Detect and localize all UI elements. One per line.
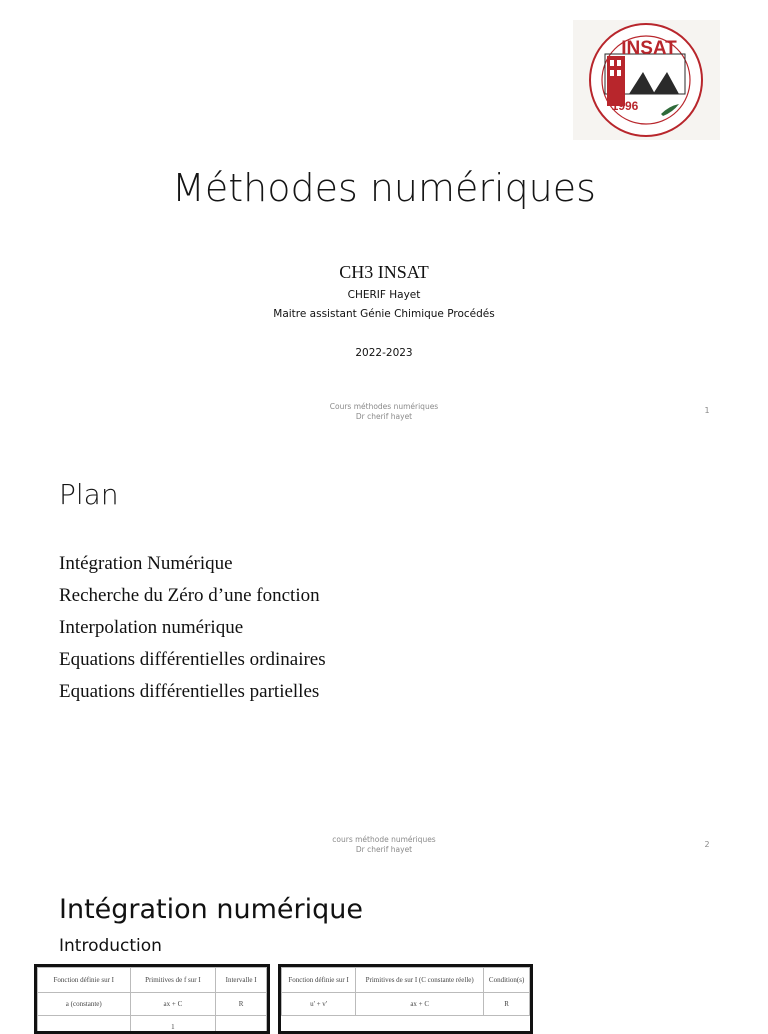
table-cell: a (constante) — [38, 993, 131, 1016]
table-cell — [38, 1016, 131, 1034]
table-header: Primitives de sur I (C constante réelle) — [356, 968, 484, 993]
table-header: Primitives de f sur I — [130, 968, 216, 993]
slide-footer — [0, 402, 768, 422]
footer-course: Cours méthodes numériques — [0, 402, 768, 412]
table-cell: 1 — [130, 1016, 216, 1034]
plan-item: Equations différentielles ordinaires — [59, 644, 326, 676]
insat-seal-icon — [573, 20, 720, 140]
plan-item: Interpolation numérique — [59, 612, 326, 644]
footer-author: Dr cherif hayet — [0, 845, 768, 855]
table-cell — [216, 1016, 267, 1034]
plan-item: Recherche du Zéro d’une fonction — [59, 580, 326, 612]
plan-slide — [0, 440, 768, 870]
table-cell: u' + v' — [282, 993, 356, 1016]
plan-title: Plan — [59, 478, 119, 511]
svg-text:INSAT: INSAT — [621, 38, 677, 59]
academic-year: 2022-2023 — [0, 347, 768, 359]
footer-author: Dr cherif hayet — [0, 412, 768, 422]
table-cell: R — [216, 993, 267, 1016]
author-position: Maitre assistant Génie Chimique Procédés — [0, 308, 768, 320]
table-header: Intervalle I — [216, 968, 267, 993]
integration-slide — [0, 874, 768, 1024]
section-title: Intégration numérique — [59, 894, 363, 925]
course-code: CH3 INSAT — [0, 262, 768, 283]
table-header: Condition(s) — [484, 968, 530, 993]
presentation-title: Méthodes numériques — [0, 166, 768, 210]
section-subtitle: Introduction — [59, 936, 162, 956]
insat-logo — [573, 20, 720, 140]
svg-text:1996: 1996 — [612, 99, 639, 113]
plan-item: Equations différentielles partielles — [59, 676, 326, 708]
title-slide — [0, 0, 768, 435]
page-number: 1 — [700, 406, 714, 415]
table-header: Fonction définie sur I — [282, 968, 356, 993]
table-cell: ax + C — [130, 993, 216, 1016]
plan-item: Intégration Numérique — [59, 548, 326, 580]
table-cell: R — [484, 993, 530, 1016]
page-number: 2 — [700, 840, 714, 849]
table-cell: ax + C — [356, 993, 484, 1016]
table-header: Fonction définie sur I — [38, 968, 131, 993]
author-name: CHERIF Hayet — [0, 289, 768, 301]
plan-list — [59, 548, 326, 708]
footer-course: cours méthode numériques — [0, 835, 768, 845]
slide-footer — [0, 835, 768, 855]
